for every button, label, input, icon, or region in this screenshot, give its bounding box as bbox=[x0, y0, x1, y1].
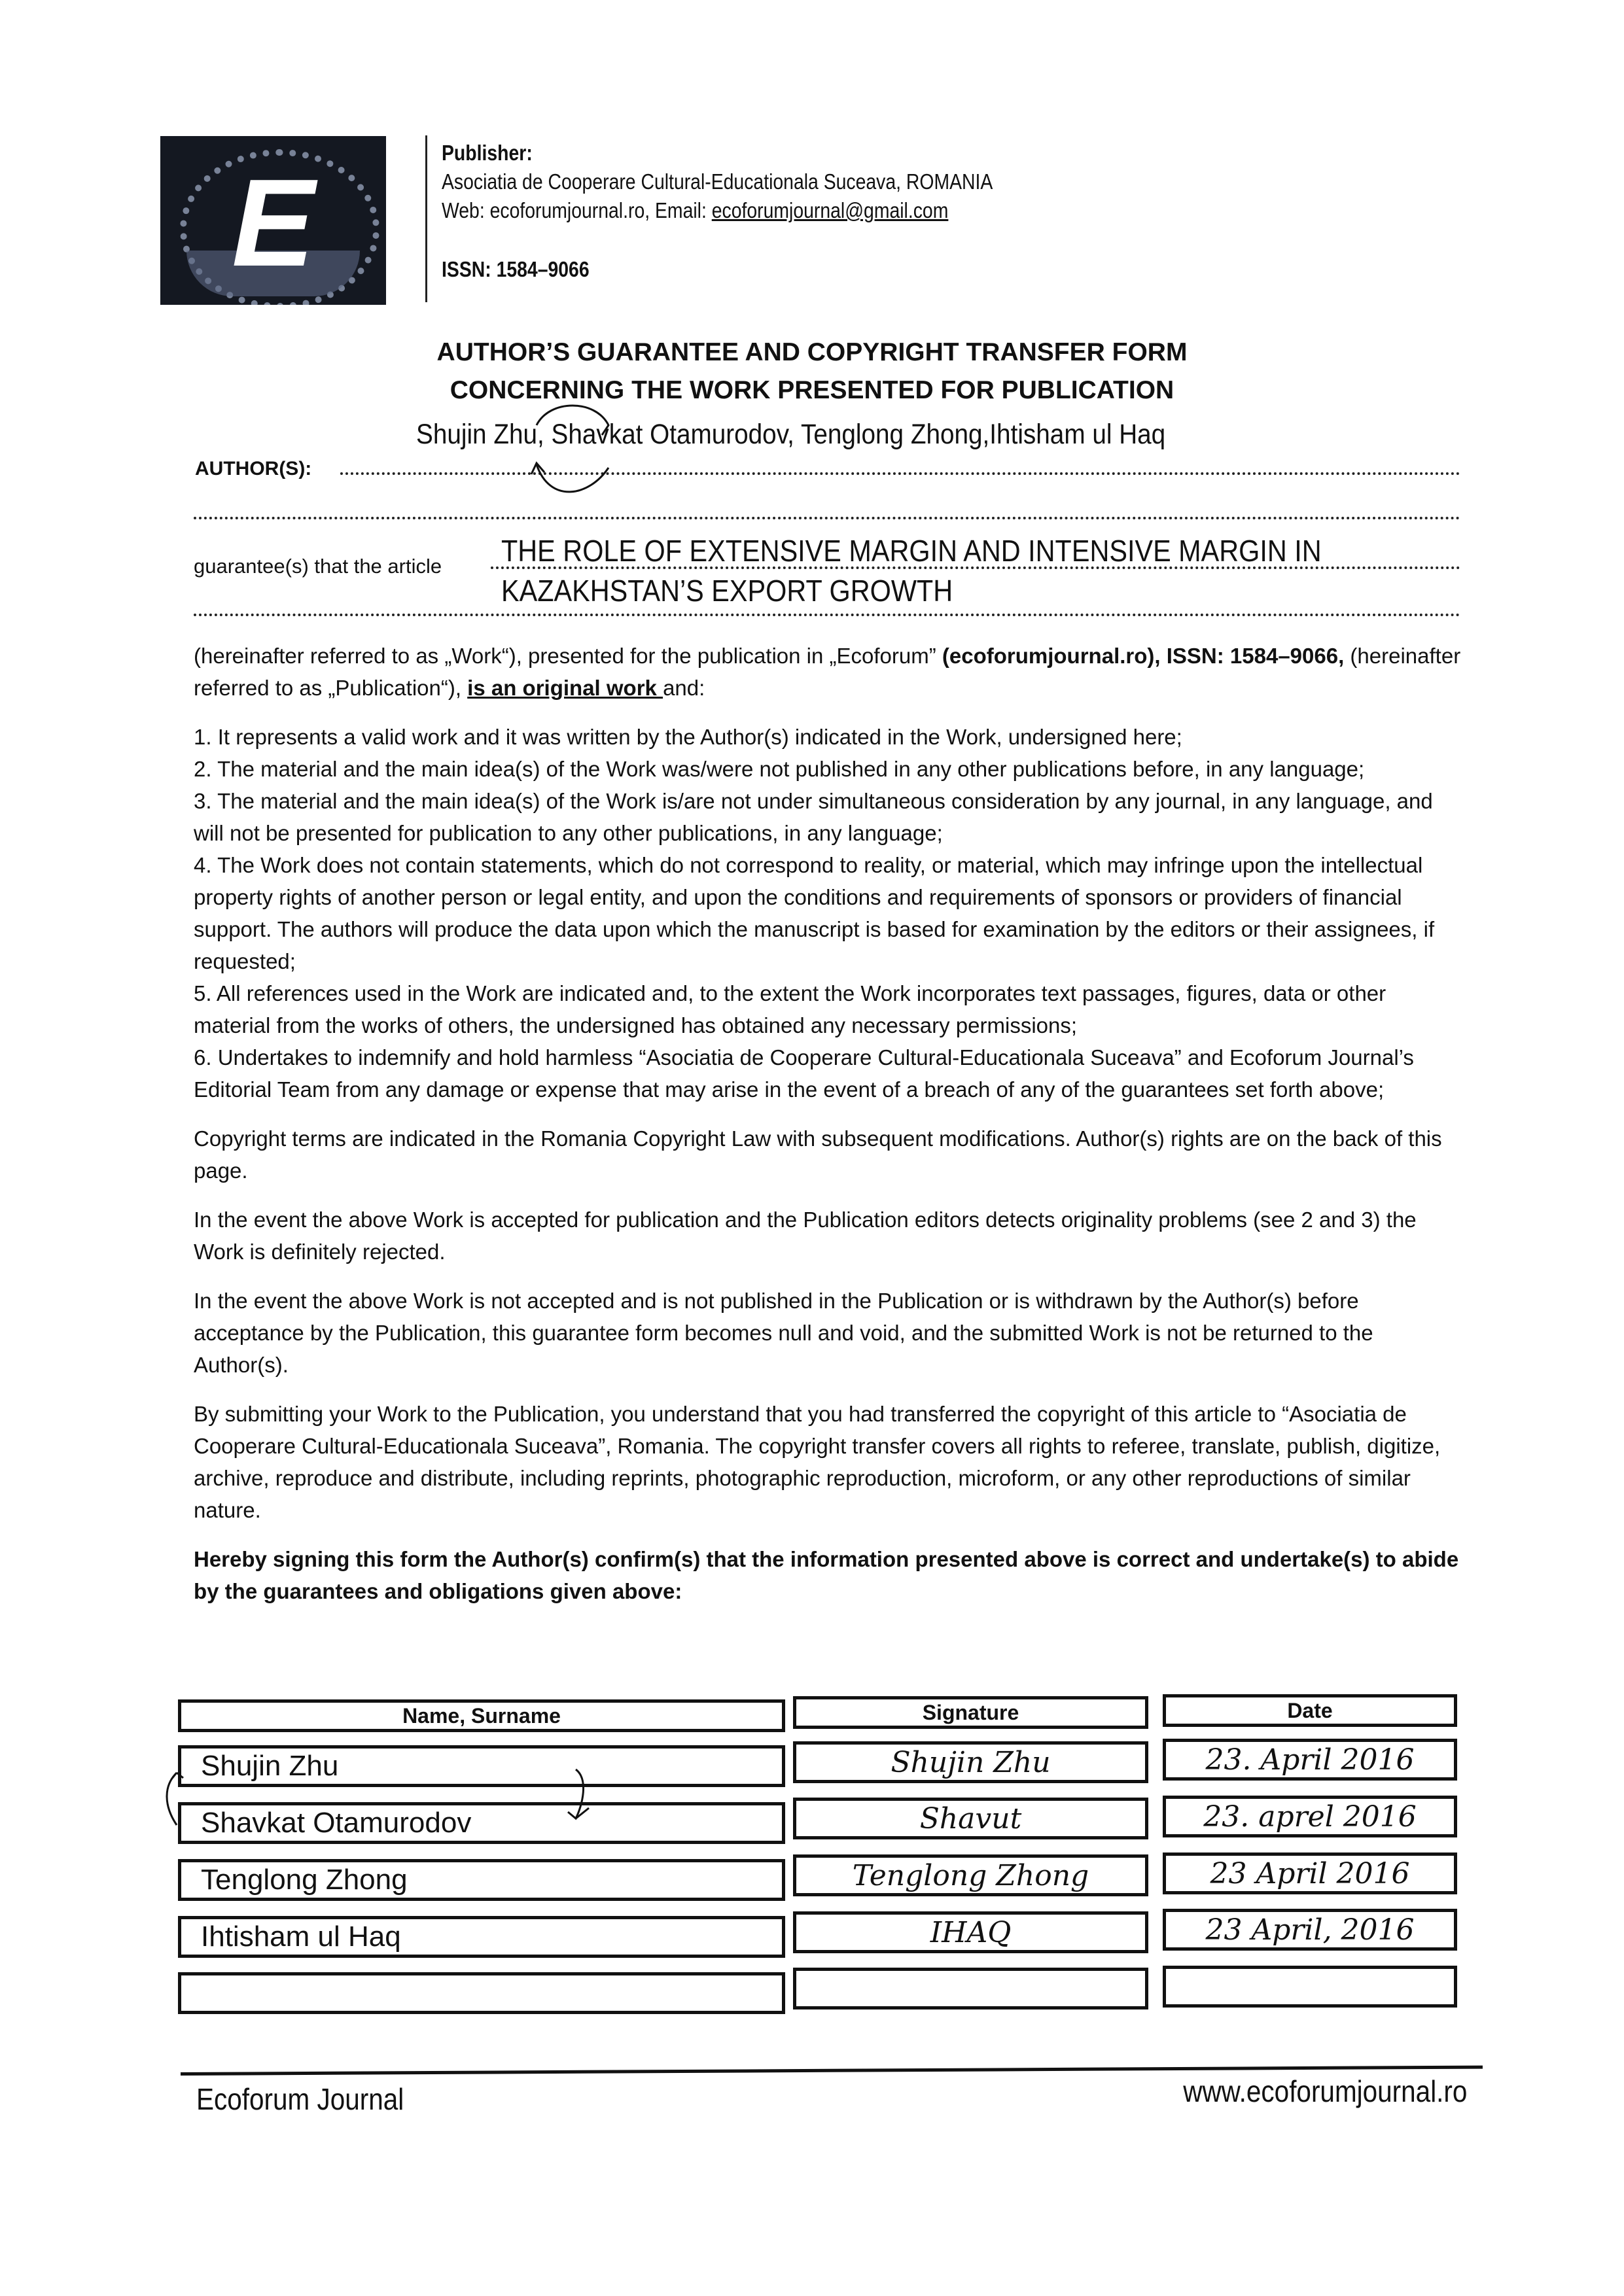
footer-website-link[interactable]: www.ecoforumjournal.ro bbox=[1182, 2074, 1467, 2108]
form-title bbox=[0, 334, 1624, 409]
publisher-name: Asociatia de Cooperare Cultural-Educationala Suceava, ROMANIA bbox=[442, 169, 993, 194]
intro-paragraph bbox=[194, 640, 1463, 704]
header-date: Date bbox=[1163, 1694, 1457, 1727]
authors-dotted-line-2 bbox=[194, 517, 1460, 519]
signature-4[interactable]: IHAQ bbox=[793, 1911, 1148, 1953]
article-title-line1[interactable]: THE ROLE OF EXTENSIVE MARGIN AND INTENSIVE MARGIN IN bbox=[501, 534, 1322, 568]
signature-1[interactable]: Shujin Zhu bbox=[793, 1741, 1148, 1783]
email-link[interactable]: ecoforumjournal@gmail.com bbox=[711, 198, 949, 222]
guarantee-item: 3. The material and the main idea(s) of the Work is/are not under simultaneous consideration by any journal, in any language, and will not be presented for publication to any other publications, in any language; bbox=[194, 789, 1433, 845]
publisher-block bbox=[442, 139, 993, 284]
guarantee-item: 4. The Work does not contain statements, which do not correspond to reality, or material, which may infringe upon the intellectual property rights of another person or legal entity, and upon the conditions and requirements of sponsors or providers of financial support. The authors will produce the data upon which the manuscript is based for examination by the editors or their assignees, if requested; bbox=[194, 853, 1435, 973]
date-5-empty[interactable] bbox=[1163, 1966, 1457, 2008]
confirmation-statement: Hereby signing this form the Author(s) confirm(s) that the information presented above is correct and undertake(s) to abide by the guarantees and obligations given above: bbox=[194, 1547, 1459, 1603]
intro-site: (ecoforumjournal.ro), ISSN: 1584–9066, bbox=[942, 644, 1345, 668]
intro-text-2: (hereinafter referred to as „Publication“), bbox=[194, 644, 1461, 700]
body-text bbox=[194, 640, 1463, 1607]
guarantee-item: 6. Undertakes to indemnify and hold harmless “Asociatia de Cooperare Cultural-Educationala Suceava” and Ecoforum Journal’s Editorial Team from any damage or expense that may arise in the event of a breach of any of the guarantees set forth above; bbox=[194, 1045, 1414, 1102]
author-name-4[interactable]: Ihtisham ul Haq bbox=[178, 1916, 785, 1958]
signature-5-empty[interactable] bbox=[793, 1968, 1148, 2009]
void-paragraph: In the event the above Work is not accepted and is not published in the Publication or is withdrawn by the Author(s) before acceptance by the Publication, this guarantee form becomes null and void, and the submitted Work is not be returned to the Author(s). bbox=[194, 1289, 1373, 1377]
logo-letter: E bbox=[232, 154, 315, 292]
form-title-line1: AUTHOR’S GUARANTEE AND COPYRIGHT TRANSFER FORM bbox=[436, 338, 1188, 366]
header-name-surname: Name, Surname bbox=[178, 1699, 785, 1732]
signature-3[interactable]: Tenglong Zhong bbox=[793, 1854, 1148, 1896]
header-divider bbox=[425, 135, 427, 302]
authors-label: AUTHOR(S): bbox=[195, 458, 312, 479]
publisher-contact bbox=[442, 196, 993, 225]
publisher-label: Publisher: bbox=[442, 141, 533, 165]
authors-field[interactable]: Shujin Zhu, Shavkat Otamurodov, Tenglong Zhong,Ihtisham ul Haq bbox=[416, 419, 1166, 450]
transfer-paragraph: By submitting your Work to the Publication, you understand that you had transferred the copyright of this article to “Asociatia de Cooperare Cultural-Educationala Suceava”, Romania. The copyright transfer covers all rights to referee, translate, publish, digitize, archive, reproduce and distribute, including reprints, photographic reproduction, microform, or any other reproductions of similar nature. bbox=[194, 1402, 1441, 1522]
date-3[interactable]: 23 April 2016 bbox=[1163, 1852, 1457, 1894]
copyright-paragraph: Copyright terms are indicated in the Romania Copyright Law with subsequent modifications. Author(s) rights are on the back of this page. bbox=[194, 1126, 1442, 1183]
author-name-3[interactable]: Tenglong Zhong bbox=[178, 1859, 785, 1901]
signature-2[interactable]: Shavut bbox=[793, 1798, 1148, 1839]
date-4[interactable]: 23 April, 2016 bbox=[1163, 1909, 1457, 1951]
article-dotted-line-2 bbox=[194, 614, 1460, 616]
guarantee-item: 1. It represents a valid work and it was written by the Author(s) indicated in the Work, undersigned here; bbox=[194, 725, 1182, 749]
issn: ISSN: 1584–9066 bbox=[442, 257, 590, 281]
handwritten-swap-mark bbox=[497, 399, 641, 510]
date-2[interactable]: 23. aprel 2016 bbox=[1163, 1796, 1457, 1837]
footer-journal-name: Ecoforum Journal bbox=[196, 2082, 404, 2116]
original-work-emphasis: is an original work bbox=[467, 676, 663, 700]
article-dotted-line-1 bbox=[491, 566, 1460, 569]
guarantee-label: guarantee(s) that the article bbox=[194, 555, 442, 578]
web-label: Web: ecoforumjournal.ro, Email: bbox=[442, 198, 712, 222]
handwritten-row-swap-arrows bbox=[157, 1766, 615, 1845]
intro-text: (hereinafter referred to as „Work“), presented for the publication in „Ecoforum” bbox=[194, 644, 942, 668]
article-title-line2[interactable]: KAZAKHSTAN’S EXPORT GROWTH bbox=[501, 574, 953, 608]
guarantee-item: 2. The material and the main idea(s) of the Work was/were not published in any other publications before, in any language; bbox=[194, 757, 1365, 781]
header-signature: Signature bbox=[793, 1696, 1148, 1729]
author-name-1[interactable]: Shujin Zhu bbox=[178, 1745, 785, 1787]
journal-logo bbox=[160, 136, 386, 305]
author-name-2[interactable]: Shavkat Otamurodov bbox=[178, 1802, 785, 1844]
guarantee-item: 5. All references used in the Work are indicated and, to the extent the Work incorporates text passages, figures, data or other material from the works of others, the undersigned has obtained any necessary permissions; bbox=[194, 981, 1386, 1037]
date-1[interactable]: 23. April 2016 bbox=[1163, 1739, 1457, 1781]
intro-end: and: bbox=[663, 676, 705, 700]
author-name-5-empty[interactable] bbox=[178, 1972, 785, 2014]
rejection-paragraph: In the event the above Work is accepted for publication and the Publication editors detects originality problems (see 2 and 3) the Work is definitely rejected. bbox=[194, 1208, 1417, 1264]
form-title-line2: CONCERNING THE WORK PRESENTED FOR PUBLICATION bbox=[450, 376, 1174, 404]
